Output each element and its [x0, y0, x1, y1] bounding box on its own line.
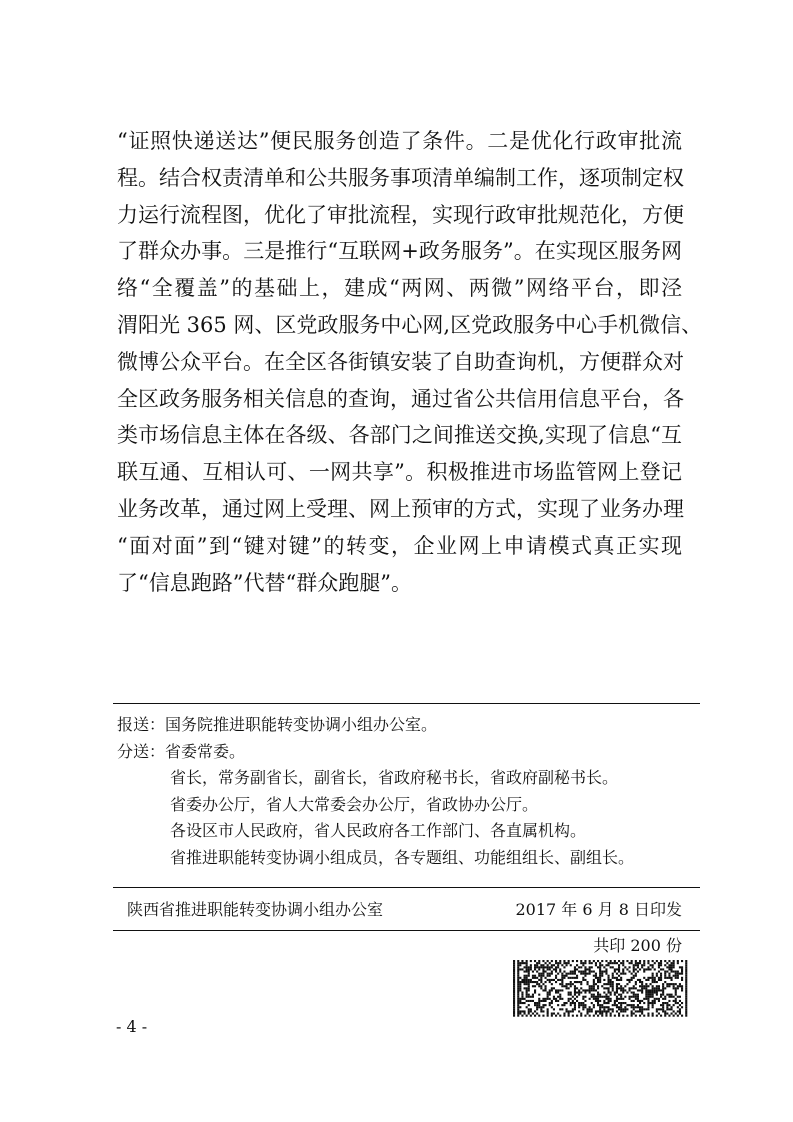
body-line: 类市场信息主体在各级、各部门之间推送交换,实现了信息“互	[117, 423, 682, 448]
copy-to: 分送：省委常委。	[117, 741, 246, 761]
body-line: 全区政务服务相关信息的查询，通过省公共信用信息平台，各	[117, 386, 684, 411]
body-line: 了群众办事。三是推行“互联网+政务服务”。在实现区服务网	[117, 239, 682, 264]
recipient-line: 省长，常务副省长，副省长，省政府秘书长，省政府副秘书长。	[170, 768, 619, 787]
page-number: - 4 -	[116, 1017, 148, 1036]
divider-middle	[113, 887, 700, 888]
body-line: 络“全覆盖”的基础上，建成“两网、两微”网络平台，即泾	[117, 276, 682, 301]
body-line: “证照快递送达”便民服务创造了条件。二是优化行政审批流	[117, 129, 682, 153]
issue-date: 2017 年 6 月 8 日印发	[515, 900, 682, 919]
body-line: 力运行流程图，优化了审批流程，实现行政审批规范化，方便	[117, 202, 684, 227]
body-line: “面对面”到“键对键”的转变，企业网上申请模式真正实现	[117, 533, 682, 558]
recipient-line: 省推进职能转变协调小组成员，各专题组、功能组组长、副组长。	[170, 847, 635, 867]
recipient-line: 省委办公厅，省人大常委会办公厅，省政协办公厅。	[170, 794, 539, 814]
divider-bottom	[113, 930, 700, 931]
body-line: 程。结合权责清单和公共服务事项清单编制工作，逐项制定权	[117, 165, 684, 190]
issuer-row	[127, 895, 682, 925]
recipient-line: 各设区市人民政府，省人民政府各工作部门、各直属机构。	[170, 821, 587, 840]
body-text	[117, 123, 703, 601]
body-line: 微博公众平台。在全区各街镇安装了自助查询机，方便群众对	[117, 349, 684, 374]
report-to: 报送：国务院推进职能转变协调小组办公室。	[117, 715, 438, 734]
barcode-icon	[513, 960, 690, 1017]
issuer-office: 陕西省推进职能转变协调小组办公室	[127, 900, 384, 919]
body-line: 业务改革，通过网上受理、网上预审的方式，实现了业务办理	[117, 496, 684, 521]
distribution-block	[117, 712, 697, 871]
copies-count: 共印 200 份	[593, 936, 682, 955]
divider-top	[113, 703, 700, 704]
body-line: 渭阳光 365 网、区党政服务中心网,区党政服务中心手机微信、	[117, 312, 703, 337]
body-line: 联互通、互相认可、一网共享”。积极推进市场监管网上登记	[117, 460, 682, 485]
body-line: 了“信息跑路”代替“群众跑腿”。	[117, 570, 412, 595]
